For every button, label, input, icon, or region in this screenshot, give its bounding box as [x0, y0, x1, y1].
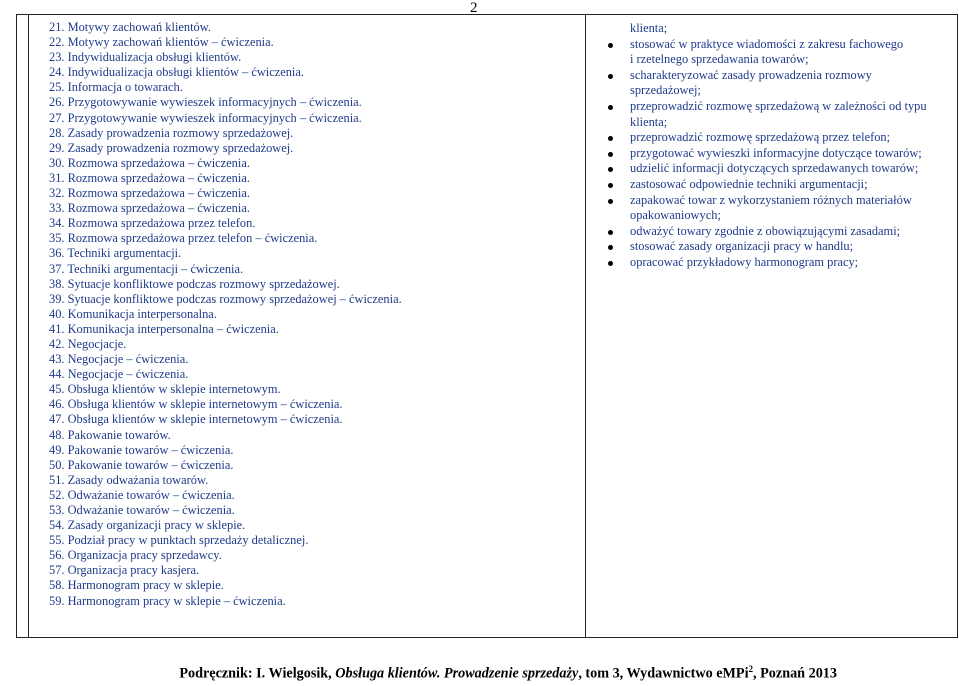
topic-item: 44. Negocjacje – ćwiczenia. [49, 367, 189, 382]
bullet-icon [608, 43, 613, 48]
topics-list [29, 15, 585, 609]
topic-item: 45. Obsługa klientów w sklepie internetowym. [49, 382, 281, 397]
topic-item: 25. Informacja o towarach. [49, 80, 183, 95]
outcome-item [594, 68, 957, 99]
outcome-item [594, 37, 957, 68]
outcome-item [594, 130, 957, 146]
outcome-item [594, 177, 957, 193]
outcome-line: udzielić informacji dotyczących sprzedawanych towarów; [630, 161, 919, 176]
topic-item: 26. Przygotowywanie wywieszek informacyjnych – ćwiczenia. [49, 95, 362, 110]
outcome-line: sprzedażowej; [630, 83, 701, 98]
topic-item: 30. Rozmowa sprzedażowa – ćwiczenia. [49, 155, 250, 170]
topic-item: 38. Sytuacje konfliktowe podczas rozmowy sprzedażowej. [49, 276, 340, 291]
topic-item: 55. Podział pracy w punktach sprzedaży detalicznej. [49, 533, 309, 548]
outcome-line: przygotować wywieszki informacyjne dotyczące towarów; [630, 145, 922, 160]
topic-item: 49. Pakowanie towarów – ćwiczenia. [49, 442, 234, 457]
outcome-line: stosować zasady organizacji pracy w handlu; [630, 239, 854, 254]
topic-item: 22. Motywy zachowań klientów – ćwiczenia. [49, 35, 274, 50]
outcome-item [594, 193, 957, 224]
bullet-icon [608, 167, 613, 172]
bullet-icon [608, 245, 613, 250]
topic-item: 53. Odważanie towarów – ćwiczenia. [49, 503, 235, 517]
topic-item: 27. Przygotowywanie wywieszek informacyjnych – ćwiczenia. [49, 110, 362, 125]
bullet-icon [608, 199, 613, 204]
outcome-line: stosować w praktyce wiadomości z zakresu fachowego [630, 36, 904, 51]
outcome-continuation: klienta; [630, 21, 668, 35]
topic-item: 37. Techniki argumentacji – ćwiczenia. [49, 261, 244, 276]
outcomes-list [594, 37, 957, 271]
topic-item: 57. Organizacja pracy kasjera. [49, 563, 200, 578]
bullet-icon [608, 230, 613, 235]
topic-item: 43. Negocjacje – ćwiczenia. [49, 352, 189, 367]
bullet-icon [608, 136, 613, 141]
topic-item: 51. Zasady odważania towarów. [49, 472, 209, 487]
bullet-icon [608, 261, 613, 266]
topic-item: 32. Rozmowa sprzedażowa – ćwiczenia. [49, 186, 250, 201]
empty-left-cell [17, 15, 29, 638]
topic-item: 41. Komunikacja interpersonalna – ćwiczenia. [49, 321, 279, 336]
footer-prefix: Podręcznik: I. Wielgosik, [179, 665, 336, 682]
bullet-icon [608, 105, 613, 110]
topic-item: 48. Pakowanie towarów. [49, 427, 171, 442]
topic-item: 39. Sytuacje konfliktowe podczas rozmowy sprzedażowej – ćwiczenia. [49, 291, 402, 306]
topic-item: 34. Rozmowa sprzedażowa przez telefon. [49, 216, 256, 231]
bullet-icon [608, 152, 613, 157]
footer-superscript: 2 [748, 664, 754, 674]
topic-item: 28. Zasady prowadzenia rozmowy sprzedażowej. [49, 125, 294, 140]
topic-item: 40. Komunikacja interpersonalna. [49, 306, 217, 321]
topic-item: 33. Rozmowa sprzedażowa – ćwiczenia. [49, 201, 250, 216]
outcome-line: opakowaniowych; [630, 208, 721, 223]
topic-item: 35. Rozmowa sprzedażowa przez telefon – ćwiczenia. [49, 231, 318, 246]
outcome-line: zapakować towar z wykorzystaniem różnych materiałów [630, 192, 912, 207]
topic-item: 59. Harmonogram pracy w sklepie – ćwiczenia. [49, 593, 286, 608]
topic-item: 42. Negocjacje. [49, 336, 127, 351]
syllabus-table [16, 14, 958, 638]
topic-item: 31. Rozmowa sprzedażowa – ćwiczenia. [49, 170, 250, 185]
outcome-item [594, 239, 957, 255]
topic-item: 46. Obsługa klientów w sklepie internetowym – ćwiczenia. [49, 397, 343, 412]
topic-item: 29. Zasady prowadzenia rozmowy sprzedażowej. [49, 140, 294, 155]
table-row [17, 15, 958, 638]
topics-cell [29, 15, 586, 638]
outcome-item [594, 224, 957, 240]
outcomes-cell [586, 15, 958, 638]
footer-middle: , tom 3, Wydawnictwo eMPi [578, 665, 749, 682]
topic-item: 24. Indywidualizacja obsługi klientów – ćwiczenia. [49, 65, 304, 80]
topic-item: 50. Pakowanie towarów – ćwiczenia. [49, 457, 234, 472]
topic-item: 52. Odważanie towarów – ćwiczenia. [49, 487, 235, 502]
outcome-item [594, 255, 957, 271]
outcome-line: przeprowadzić rozmowę sprzedażową przez telefon; [630, 130, 891, 145]
outcome-line: przeprowadzić rozmowę sprzedażową w zależności od typu [630, 98, 927, 113]
outcome-line: zastosować odpowiednie techniki argumentacji; [630, 176, 868, 191]
outcome-item [594, 99, 957, 130]
outcome-item [594, 146, 957, 162]
topic-item: 58. Harmonogram pracy w sklepie. [49, 578, 224, 593]
bullet-icon [608, 74, 613, 79]
page-number: 2 [470, 0, 478, 16]
outcome-line: scharakteryzować zasady prowadzenia rozmowy [630, 67, 872, 82]
topic-item: 36. Techniki argumentacji. [49, 246, 182, 261]
topic-item: 56. Organizacja pracy sprzedawcy. [49, 548, 222, 563]
topic-item: 21. Motywy zachowań klientów. [49, 20, 211, 34]
bullet-icon [608, 183, 613, 188]
outcome-line: odważyć towary zgodnie z obowiązującymi zasadami; [630, 223, 901, 238]
outcome-line: opracować przykładowy harmonogram pracy; [630, 254, 859, 269]
topic-item: 23. Indywidualizacja obsługi klientów. [49, 50, 242, 65]
outcome-line: i rzetelnego sprzedawania towarów; [630, 52, 809, 67]
footer-suffix: , Poznań 2013 [753, 665, 837, 682]
topic-item: 54. Zasady organizacji pracy w sklepie. [49, 518, 246, 533]
outcome-line: klienta; [630, 114, 668, 129]
footer-book-title: Obsługa klientów. Prowadzenie sprzedaży [335, 665, 579, 682]
topic-item: 47. Obsługa klientów w sklepie internetowym – ćwiczenia. [49, 412, 343, 427]
outcome-item [594, 161, 957, 177]
